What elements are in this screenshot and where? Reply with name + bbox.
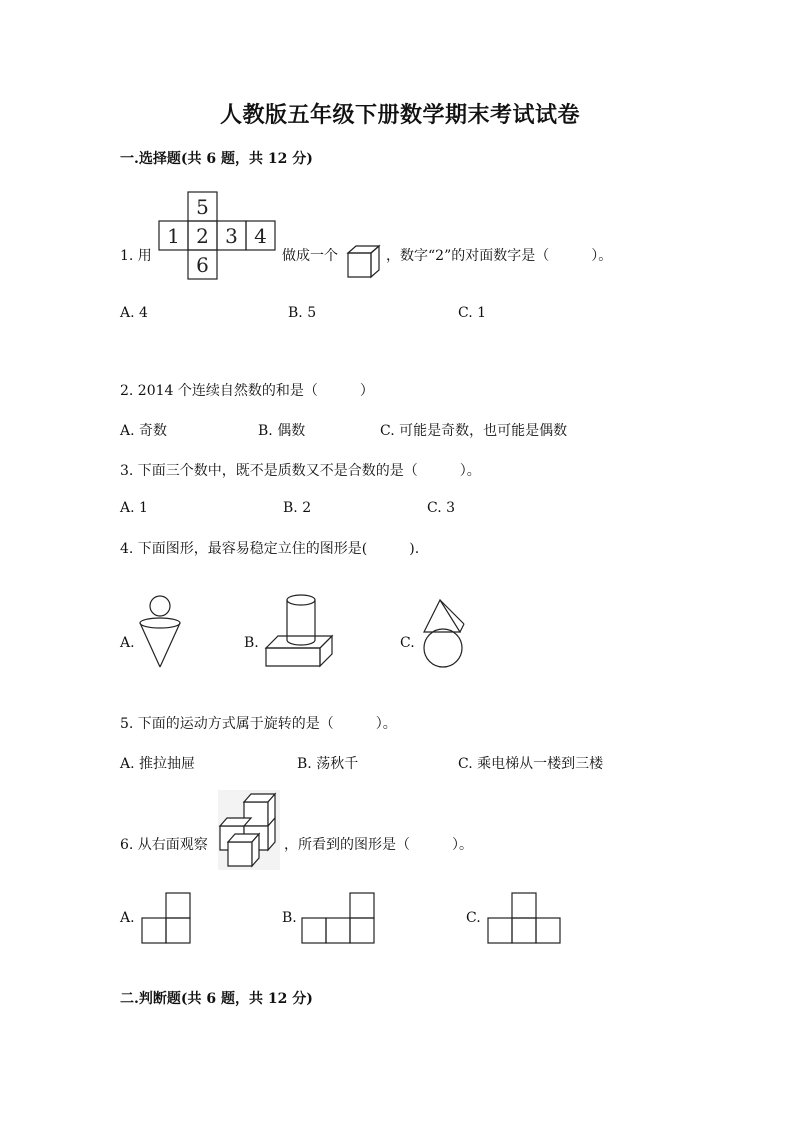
view-b-figure [300, 891, 378, 945]
q5-option-a: A. 推拉抽屉 [120, 756, 196, 772]
q6-suffix: ，所看到的图形是（ ）。 [284, 837, 473, 853]
q4-option-b: B. [244, 635, 259, 651]
cube-net-figure [158, 190, 276, 282]
q6-option-b: B. [282, 910, 297, 926]
q1-option-a: A. 4 [120, 305, 148, 321]
stacked-cubes-figure [218, 790, 280, 870]
q3-option-b: B. 2 [283, 500, 312, 516]
q6-prefix: 6. 从右面观察 [120, 837, 208, 853]
q4-option-c: C. [400, 635, 415, 651]
cone-with-ball-figure [138, 593, 184, 669]
net-cell-1: 1 [167, 224, 180, 248]
q1-prefix: 1. 用 [120, 248, 152, 264]
net-cell-top: 5 [196, 195, 209, 219]
q3-text: 3. 下面三个数中，既不是质数又不是合数的是（ ）。 [120, 463, 481, 479]
q5-option-b: B. 荡秋千 [297, 756, 359, 772]
cube-figure [346, 244, 382, 280]
cone-on-ball-figure [420, 598, 468, 670]
q3-option-a: A. 1 [120, 500, 148, 516]
q2-text: 2. 2014 个连续自然数的和是（ ） [120, 383, 374, 399]
q4-option-a: A. [120, 635, 135, 651]
net-cell-3: 3 [225, 224, 238, 248]
q5-option-c: C. 乘电梯从一楼到三楼 [458, 756, 604, 772]
q3-option-c: C. 3 [427, 500, 456, 516]
view-a-figure [140, 891, 192, 945]
page-title: 人教版五年级下册数学期末考试试卷 [219, 102, 580, 128]
q4-text: 4. 下面图形，最容易稳定立住的图形是( ). [120, 541, 420, 557]
q2-option-a: A. 奇数 [120, 423, 168, 439]
q6-option-c: C. [466, 910, 481, 926]
net-cell-bottom: 6 [196, 253, 209, 277]
q1-option-b: B. 5 [288, 305, 317, 321]
section-judgement-heading: 二.判断题(共 6 题，共 12 分) [120, 991, 313, 1007]
net-cell-2: 2 [196, 224, 209, 248]
q5-text: 5. 下面的运动方式属于旋转的是（ ）。 [120, 716, 397, 732]
q2-option-c: C. 可能是奇数，也可能是偶数 [380, 423, 568, 439]
view-c-figure [486, 891, 564, 945]
q2-option-b: B. 偶数 [258, 423, 306, 439]
q6-option-a: A. [120, 910, 135, 926]
q1-mid: 做成一个 [282, 248, 338, 264]
net-cell-4: 4 [254, 224, 267, 248]
section-choice-heading: 一.选择题(共 6 题，共 12 分) [120, 151, 313, 167]
q1-option-c: C. 1 [458, 305, 487, 321]
cylinder-on-box-figure [264, 594, 336, 668]
q1-suffix: ，数字“2”的对面数字是（ ）。 [386, 248, 613, 264]
